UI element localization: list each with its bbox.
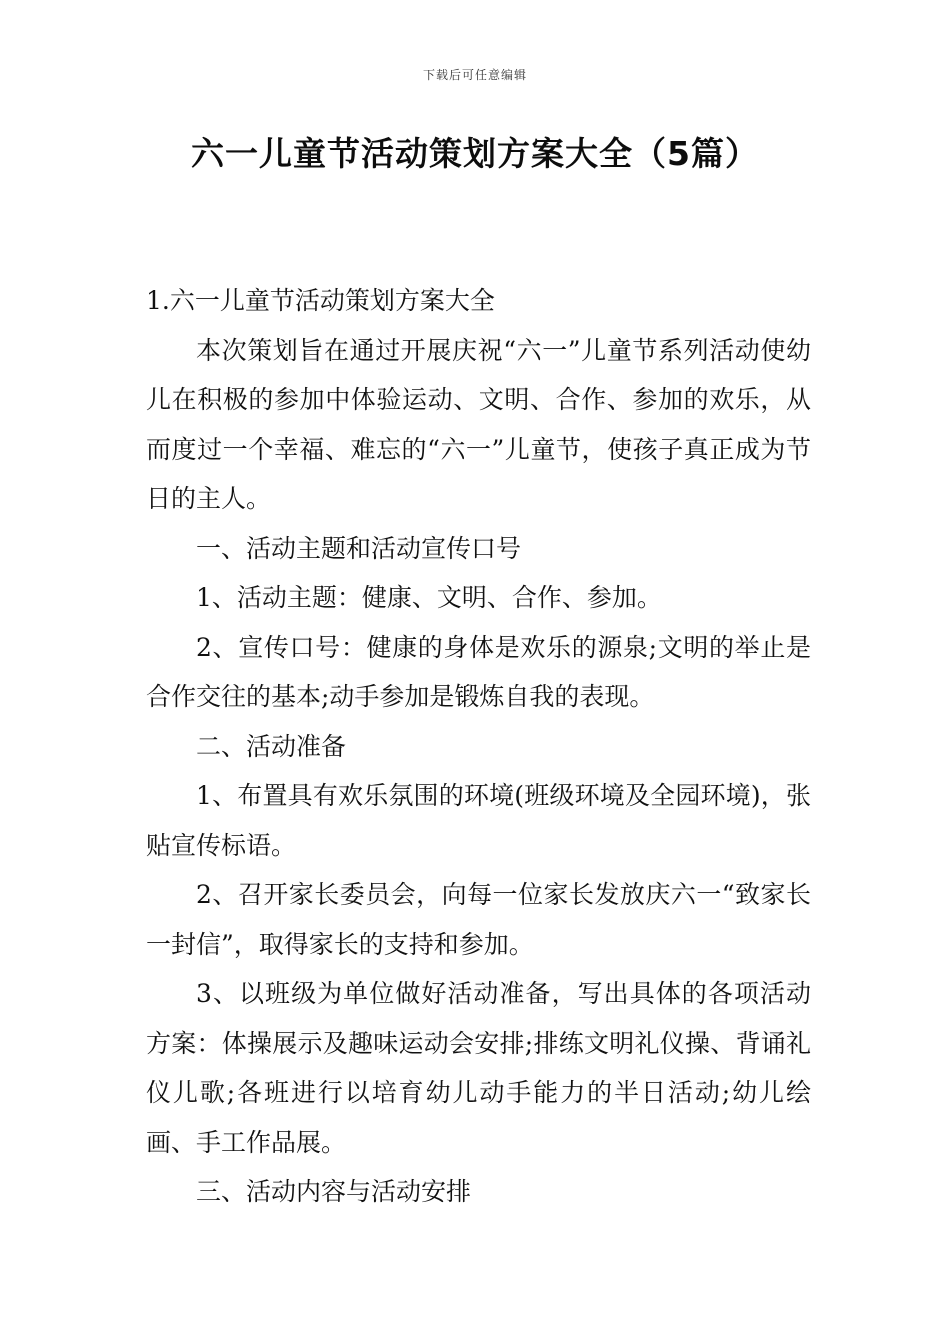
paragraph: 2、召开家长委员会，向每一位家长发放庆六一“致家长一封信”，取得家长的支持和参加。	[146, 880, 811, 959]
section-heading: 1.六一儿童节活动策划方案大全	[146, 286, 495, 315]
paragraph: 本次策划旨在通过开展庆祝“六一”儿童节系列活动使幼儿在积极的参加中体验运动、文明、合作、参加的欢乐，从而度过一个幸福、难忘的“六一”儿童节，使孩子真正成为节日的主人。	[146, 335, 811, 513]
paragraph: 1、活动主题：健康、文明、合作、参加。	[196, 583, 662, 612]
paragraph: 1、布置具有欢乐氛围的环境(班级环境及全园环境)，张贴宣传标语。	[146, 781, 811, 860]
document-title: 六一儿童节活动策划方案大全（5篇）	[191, 134, 759, 173]
document-body	[146, 276, 811, 1217]
paragraph: 一、活动主题和活动宣传口号	[196, 533, 522, 563]
paragraph: 三、活动内容与活动安排	[196, 1177, 472, 1206]
header-note: 下载后可任意编辑	[422, 68, 527, 82]
paragraph: 2、宣传口号：健康的身体是欢乐的源泉;文明的举止是合作交往的基本;动手参加是锻炼自我的表现。	[146, 632, 811, 711]
paragraph: 二、活动准备	[196, 731, 347, 761]
paragraph: 3、以班级为单位做好活动准备，写出具体的各项活动方案：体操展示及趣味运动会安排;排练文明礼仪操、背诵礼仪儿歌;各班进行以培育幼儿动手能力的半日活动;幼儿绘画、手工作品展。	[146, 979, 811, 1157]
